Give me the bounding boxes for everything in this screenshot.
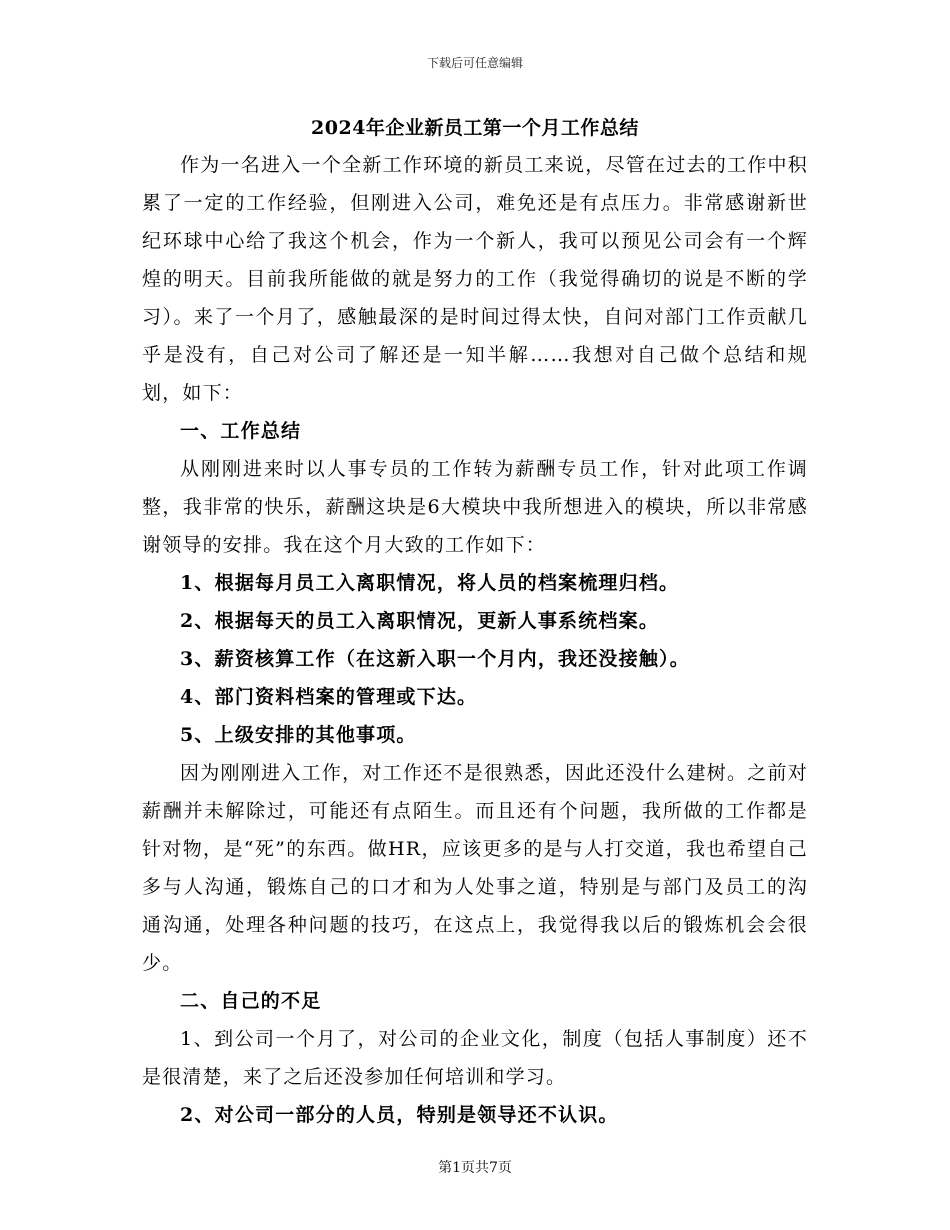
page-footer: 第1页共7页 — [438, 1160, 512, 1176]
section-heading-work-summary: 一、工作总结 — [180, 420, 302, 442]
work-item-2: 2、根据每天的员工入离职情况，更新人事系统档案。 — [180, 610, 660, 632]
work-item-4: 4、部门资料档案的管理或下达。 — [180, 686, 478, 708]
work-item-5: 5、上级安排的其他事项。 — [180, 724, 417, 746]
shortcoming-item-1: 1、到公司一个月了，对公司的企业文化，制度（包括人事制度）还不是很清楚，来了之后还没参加任何培训和学习。 — [142, 1028, 808, 1088]
header-note: 下载后可任意编辑 — [426, 56, 523, 70]
work-item-1: 1、根据每月员工入离职情况，将人员的档案梳理归档。 — [180, 572, 680, 594]
reflection-paragraph: 因为刚刚进入工作，对工作还不是很熟悉，因此还没什么建树。之前对薪酬并未解除过，可能还有点陌生。而且还有个问题，我所做的工作都是针对物，是“死”的东西。做HR，应该更多的是与人打交道，我也希望自己多与人沟通，锻炼自己的口才和为人处事之道，特别是与部门及员工的沟通沟通，处理各种问题的技巧，在这点上，我觉得我以后的锻炼机会会很少。 — [142, 762, 808, 974]
work-item-3: 3、薪资核算工作（在这新入职一个月内，我还没接触）。 — [180, 648, 690, 670]
shortcoming-item-2: 2、对公司一部分的人员，特别是领导还不认识。 — [180, 1104, 619, 1126]
document-title: 2024年企业新员工第一个月工作总结 — [311, 117, 639, 139]
document-body — [142, 146, 808, 1134]
work-summary-paragraph: 从刚刚进来时以人事专员的工作转为薪酬专员工作，针对此项工作调整，我非常的快乐，薪酬这块是6大模块中我所想进入的模块，所以非常感谢领导的安排。我在这个月大致的工作如下： — [142, 458, 808, 556]
section-heading-shortcomings: 二、自己的不足 — [180, 990, 322, 1012]
intro-paragraph: 作为一名进入一个全新工作环境的新员工来说，尽管在过去的工作中积累了一定的工作经验，但刚进入公司，难免还是有点压力。非常感谢新世纪环球中心给了我这个机会，作为一个新人，我可以预见公司会有一个辉煌的明天。目前我所能做的就是努力的工作（我觉得确切的说是不断的学习）。来了一个月了，感触最深的是时间过得太快，自问对部门工作贡献几乎是没有，自己对公司了解还是一知半解……我想对自己做个总结和规划，如下： — [142, 154, 808, 404]
